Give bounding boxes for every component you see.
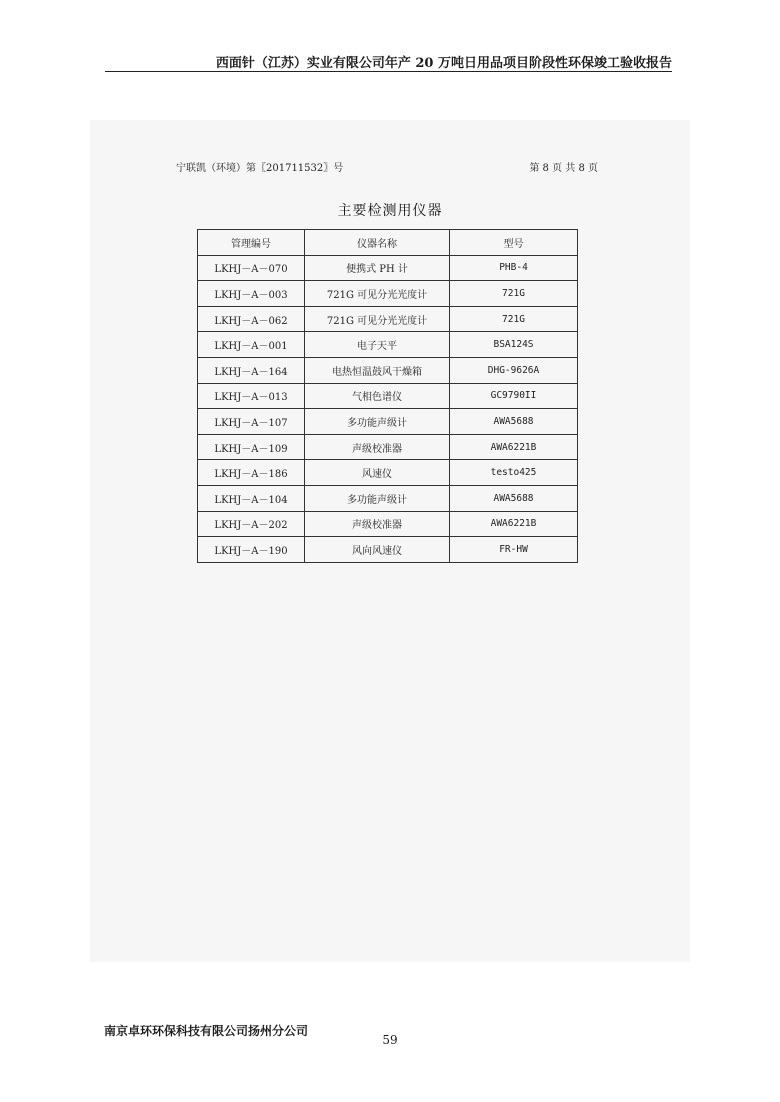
instrument-name-cell: 气相色谱仪 <box>305 383 450 409</box>
report-header-title: 西面针（江苏）实业有限公司年产 20 万吨日用品项目阶段性环保竣工验收报告 <box>215 56 672 71</box>
management-number-cell: LKHJ－A－013 <box>198 383 305 409</box>
management-number-cell: LKHJ－A－186 <box>198 460 305 486</box>
header-divider <box>105 71 672 72</box>
management-number-cell: LKHJ－A－070 <box>198 255 305 281</box>
table-row <box>198 255 578 281</box>
column-header-management-number: 管理编号 <box>198 230 305 256</box>
instrument-name-cell: 声级校准器 <box>305 511 450 537</box>
instrument-name-cell: 721G 可见分光光度计 <box>305 281 450 307</box>
table-title: 主要检测用仪器 <box>337 203 443 219</box>
instrument-name-cell: 721G 可见分光光度计 <box>305 306 450 332</box>
instrument-name-cell: 便携式 PH 计 <box>305 255 450 281</box>
management-number-cell: LKHJ－A－202 <box>198 511 305 537</box>
instrument-name-cell: 多功能声级计 <box>305 485 450 511</box>
model-cell: FR-HW <box>450 537 578 563</box>
table-row <box>198 332 578 358</box>
table-row <box>198 306 578 332</box>
management-number-cell: LKHJ－A－109 <box>198 434 305 460</box>
management-number-cell: LKHJ－A－190 <box>198 537 305 563</box>
instrument-name-cell: 风速仪 <box>305 460 450 486</box>
instrument-name-cell: 多功能声级计 <box>305 409 450 435</box>
management-number-cell: LKHJ－A－001 <box>198 332 305 358</box>
table-row <box>198 383 578 409</box>
model-cell: AWA6221B <box>450 434 578 460</box>
model-cell: DHG-9626A <box>450 357 578 383</box>
column-header-instrument-name: 仪器名称 <box>305 230 450 256</box>
model-cell: AWA6221B <box>450 511 578 537</box>
table-row <box>198 409 578 435</box>
table-row <box>198 537 578 563</box>
model-cell: AWA5688 <box>450 409 578 435</box>
table-header-row <box>198 230 578 256</box>
footer-company-name: 南京卓环环保科技有限公司扬州分公司 <box>104 1024 309 1038</box>
page-info: 第 8 页 共 8 页 <box>529 163 598 174</box>
model-cell: GC9790II <box>450 383 578 409</box>
instrument-name-cell: 声级校准器 <box>305 434 450 460</box>
model-cell: BSA124S <box>450 332 578 358</box>
reference-number: 宁联凯（环境）第〖201711532〗号 <box>176 163 344 174</box>
page-number: 59 <box>382 1033 398 1047</box>
model-cell: PHB-4 <box>450 255 578 281</box>
management-number-cell: LKHJ－A－104 <box>198 485 305 511</box>
column-header-model: 型号 <box>450 230 578 256</box>
model-cell: 721G <box>450 281 578 307</box>
table-row <box>198 485 578 511</box>
model-cell: 721G <box>450 306 578 332</box>
model-cell: testo425 <box>450 460 578 486</box>
management-number-cell: LKHJ－A－003 <box>198 281 305 307</box>
instrument-name-cell: 电子天平 <box>305 332 450 358</box>
table-row <box>198 434 578 460</box>
management-number-cell: LKHJ－A－107 <box>198 409 305 435</box>
instrument-name-cell: 风向风速仪 <box>305 537 450 563</box>
table-row <box>198 281 578 307</box>
instrument-name-cell: 电热恒温鼓风干燥箱 <box>305 357 450 383</box>
table-row <box>198 511 578 537</box>
management-number-cell: LKHJ－A－164 <box>198 357 305 383</box>
instrument-table <box>197 229 578 563</box>
management-number-cell: LKHJ－A－062 <box>198 306 305 332</box>
model-cell: AWA5688 <box>450 485 578 511</box>
table-row <box>198 460 578 486</box>
table-row <box>198 357 578 383</box>
